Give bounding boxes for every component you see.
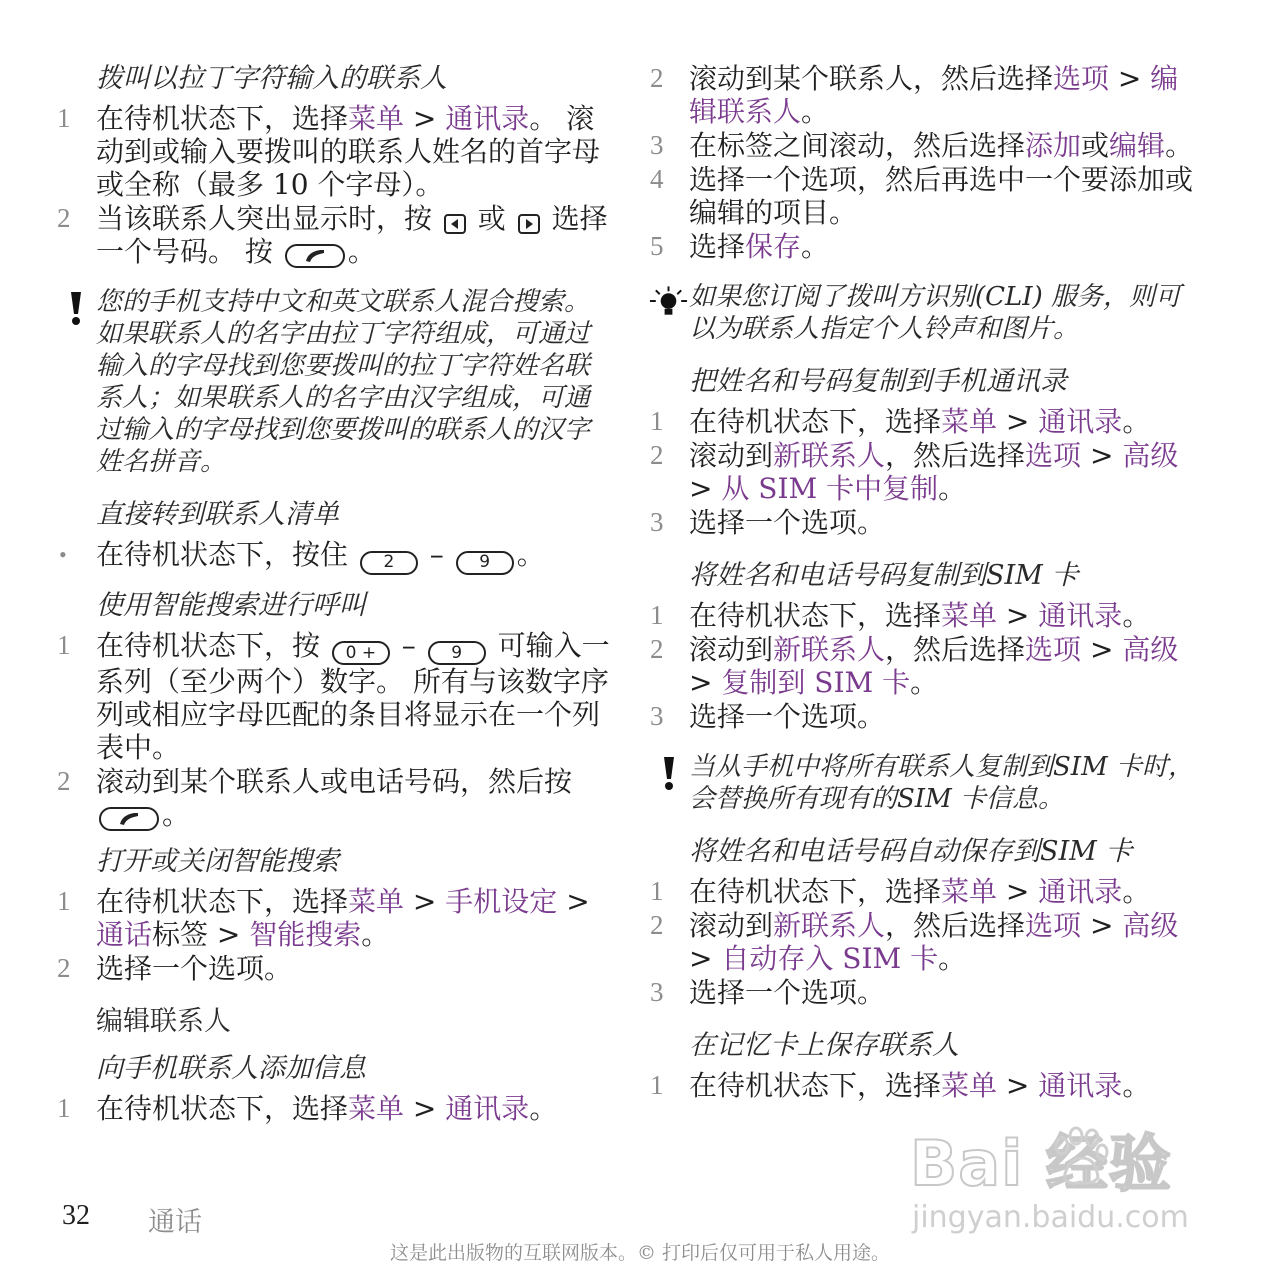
step-number: 2 xyxy=(650,440,664,470)
heading-toggle-smart-search: 打开或关闭智能搜索 xyxy=(96,846,339,877)
step-text: 滚动到某个联系人或电话号码，然后按 。 xyxy=(96,765,573,831)
step-number: 5 xyxy=(650,231,664,261)
link-calls[interactable]: 通话 xyxy=(96,918,153,951)
step-text: 在待机状态下，按住 2 – 9 。 xyxy=(96,538,610,575)
step xyxy=(55,629,610,765)
key-2-icon: 2 xyxy=(360,551,418,575)
link-contacts[interactable]: 通讯录 xyxy=(1038,875,1123,908)
step-text: 选择一个选项。 xyxy=(689,506,886,539)
step-number: 2 xyxy=(650,634,664,664)
step-number: 1 xyxy=(57,103,71,133)
warning-icon xyxy=(55,286,96,478)
warning-note-text: 当从手机中将所有联系人复制到SIM 卡时，会替换所有现有的SIM 卡信息。 xyxy=(689,752,1194,814)
key-0-plus-icon: 0 + xyxy=(332,641,390,665)
tip-bulb-icon xyxy=(648,281,689,345)
heading-smart-search-call: 使用智能搜索进行呼叫 xyxy=(96,589,366,621)
heading-autosave-sim: 将姓名和电话号码自动保存到SIM 卡 xyxy=(689,836,1133,867)
link-phone-settings[interactable]: 手机设定 xyxy=(445,885,558,918)
step xyxy=(55,765,610,831)
heading-edit-contacts: 编辑联系人 xyxy=(96,1006,231,1037)
link-add[interactable]: 添加 xyxy=(1025,129,1082,162)
key-9-icon: 9 xyxy=(428,641,486,665)
heading-add-info: 向手机联系人添加信息 xyxy=(96,1053,366,1084)
step-number: 2 xyxy=(57,203,71,233)
call-key-icon xyxy=(99,807,159,831)
step-number: 2 xyxy=(57,766,71,796)
heading-save-memory-card: 在记忆卡上保存联系人 xyxy=(689,1030,959,1061)
step-text: 当该联系人突出显示时，按 或 选择一个号码。 按 。 xyxy=(96,202,608,268)
step xyxy=(55,885,610,951)
step-text: 选择一个选项，然后再选中一个要添加或编辑的项目。 xyxy=(689,163,1194,229)
step-number: 3 xyxy=(650,977,664,1007)
link-options[interactable]: 选项 xyxy=(1053,62,1110,95)
heading-copy-to-phone: 把姓名和号码复制到手机通讯录 xyxy=(689,366,1067,397)
step-text: 在待机状态下，选择菜单 > 通讯录。 xyxy=(689,405,1151,438)
step xyxy=(648,976,1203,1009)
page-number: 32 xyxy=(62,1200,90,1231)
nav-right-key-icon xyxy=(518,214,540,234)
step xyxy=(648,909,1203,975)
step-text: 在待机状态下，选择菜单 > 通讯录。 滚动到或输入要拨叫的联系人姓名的首字母或全称（最多 10 个字母）。 xyxy=(96,102,601,201)
heading-copy-to-sim: 将姓名和电话号码复制到SIM 卡 xyxy=(689,560,1079,591)
tip-note-text: 如果您订阅了拨叫方识别(CLI) 服务，则可以为联系人指定个人铃声和图片。 xyxy=(689,282,1181,344)
link-copy-from-sim[interactable]: 从 SIM 卡中复制 xyxy=(721,472,939,505)
heading-goto-contacts: 直接转到联系人清单 xyxy=(96,499,339,530)
link-advanced[interactable]: 高级 xyxy=(1122,909,1179,942)
step xyxy=(55,1092,610,1125)
step-text: 选择保存。 xyxy=(689,230,830,263)
step xyxy=(648,599,1203,632)
nav-left-key-icon xyxy=(444,214,466,234)
link-contacts[interactable]: 通讯录 xyxy=(1038,1069,1123,1102)
baidu-paw-icon xyxy=(1050,1126,1110,1194)
step-number: 1 xyxy=(650,406,664,436)
step-number: 1 xyxy=(57,629,71,660)
key-9-icon: 9 xyxy=(456,551,514,575)
link-contacts[interactable]: 通讯录 xyxy=(1038,405,1123,438)
step-text: 选择一个选项。 xyxy=(96,952,293,985)
link-menu[interactable]: 菜单 xyxy=(348,1092,405,1125)
step xyxy=(55,202,610,268)
step xyxy=(648,633,1203,699)
link-menu[interactable]: 菜单 xyxy=(941,405,998,438)
link-options[interactable]: 选项 xyxy=(1025,439,1082,472)
link-menu[interactable]: 菜单 xyxy=(941,875,998,908)
heading-dial-latin: 拨叫以拉丁字符输入的联系人 xyxy=(96,63,447,94)
link-contacts[interactable]: 通讯录 xyxy=(445,102,530,135)
step xyxy=(648,875,1203,908)
watermark-logo-text: Bai 经验 xyxy=(910,1127,1172,1200)
section-name: 通话 xyxy=(148,1207,202,1238)
baidu-watermark xyxy=(900,1108,1230,1258)
step xyxy=(648,405,1203,438)
link-save[interactable]: 保存 xyxy=(745,230,802,263)
step xyxy=(648,163,1203,229)
link-advanced[interactable]: 高级 xyxy=(1122,633,1179,666)
step xyxy=(648,506,1203,539)
step-number: 1 xyxy=(650,1070,664,1100)
watermark-url: jingyan.baidu.com xyxy=(912,1200,1189,1235)
step xyxy=(55,952,610,985)
step-text: 在待机状态下，选择菜单 > 通讯录。 xyxy=(689,1069,1151,1102)
step-number: 1 xyxy=(57,886,71,916)
copyright-note: 这是此出版物的互联网版本。© 打印后仅可用于私人用途。 xyxy=(389,1242,891,1264)
link-auto-save-sim[interactable]: 自动存入 SIM 卡 xyxy=(721,942,939,975)
warning-note-text: 您的手机支持中文和英文联系人混合搜索。 如果联系人的名字由拉丁字符组成，可通过输入的字母找到您要拨叫的拉丁字符姓名联系人；如果联系人的名字由汉字组成，可通过输入的字母找到您要拨叫的联系人的汉字姓名拼音。 xyxy=(96,287,591,477)
link-contacts[interactable]: 通讯录 xyxy=(445,1092,530,1125)
step-text: 在待机状态下，选择菜单 > 手机设定 > 通话标签 > 智能搜索。 xyxy=(96,885,590,951)
tip-note xyxy=(648,281,1203,345)
step-text: 滚动到新联系人，然后选择选项 > 高级 > 自动存入 SIM 卡。 xyxy=(689,909,1179,975)
step-number: 1 xyxy=(57,1093,71,1123)
step-number: 1 xyxy=(650,600,664,630)
step-text: 在待机状态下，选择菜单 > 通讯录。 xyxy=(96,1092,558,1125)
link-edit-contact[interactable]: 编辑联系人 xyxy=(689,62,1179,128)
step-number: 2 xyxy=(650,63,664,93)
step-text: 在待机状态下，按 0 + – 9 可输入一系列（至少两个）数字。 所有与该数字序列或相应字母匹配的条目将显示在一个列表中。 xyxy=(96,628,610,764)
step-text: 在待机状态下，选择菜单 > 通讯录。 xyxy=(689,599,1151,632)
warning-note xyxy=(648,751,1203,815)
link-menu[interactable]: 菜单 xyxy=(941,1069,998,1102)
step-number: 2 xyxy=(650,910,664,940)
step-number: 3 xyxy=(650,130,664,160)
link-menu[interactable]: 菜单 xyxy=(348,885,405,918)
step xyxy=(648,62,1203,128)
step-number: 1 xyxy=(650,876,664,906)
link-smart-search[interactable]: 智能搜索 xyxy=(249,918,362,951)
step-text: 在标签之间滚动，然后选择添加或编辑。 xyxy=(689,129,1194,162)
step-number: 3 xyxy=(650,507,664,537)
step-text: 选择一个选项。 xyxy=(689,700,886,733)
link-copy-to-sim[interactable]: 复制到 SIM 卡 xyxy=(721,666,911,699)
step xyxy=(55,102,610,201)
link-new-contact[interactable]: 新联系人 xyxy=(773,633,886,666)
link-options[interactable]: 选项 xyxy=(1025,633,1082,666)
step xyxy=(648,129,1203,162)
link-options[interactable]: 选项 xyxy=(1025,909,1082,942)
bullet-item xyxy=(55,538,610,575)
call-key-icon xyxy=(285,244,345,268)
step xyxy=(648,700,1203,733)
step-number: 2 xyxy=(57,953,71,983)
step-text: 滚动到新联系人，然后选择选项 > 高级 > 复制到 SIM 卡。 xyxy=(689,633,1179,699)
warning-icon xyxy=(648,751,689,815)
left-column xyxy=(55,62,610,1126)
link-new-contact[interactable]: 新联系人 xyxy=(773,909,886,942)
step-number: 3 xyxy=(650,701,664,731)
link-menu[interactable]: 菜单 xyxy=(941,599,998,632)
link-edit[interactable]: 编辑 xyxy=(1109,129,1166,162)
step xyxy=(648,230,1203,263)
step-text: 滚动到某个联系人，然后选择选项 > 编辑联系人。 xyxy=(689,62,1179,128)
step-number: 4 xyxy=(650,164,664,194)
link-advanced[interactable]: 高级 xyxy=(1122,439,1179,472)
warning-note xyxy=(55,286,610,478)
link-contacts[interactable]: 通讯录 xyxy=(1038,599,1123,632)
step xyxy=(648,439,1203,505)
step xyxy=(648,1069,1203,1102)
step-text: 滚动到新联系人，然后选择选项 > 高级 > 从 SIM 卡中复制。 xyxy=(689,439,1179,505)
bullet-marker: • xyxy=(59,542,67,567)
link-menu[interactable]: 菜单 xyxy=(348,102,405,135)
right-column xyxy=(648,62,1203,1103)
link-new-contact[interactable]: 新联系人 xyxy=(773,439,886,472)
step-text: 在待机状态下，选择菜单 > 通讯录。 xyxy=(689,875,1151,908)
step-text: 选择一个选项。 xyxy=(689,976,886,1009)
